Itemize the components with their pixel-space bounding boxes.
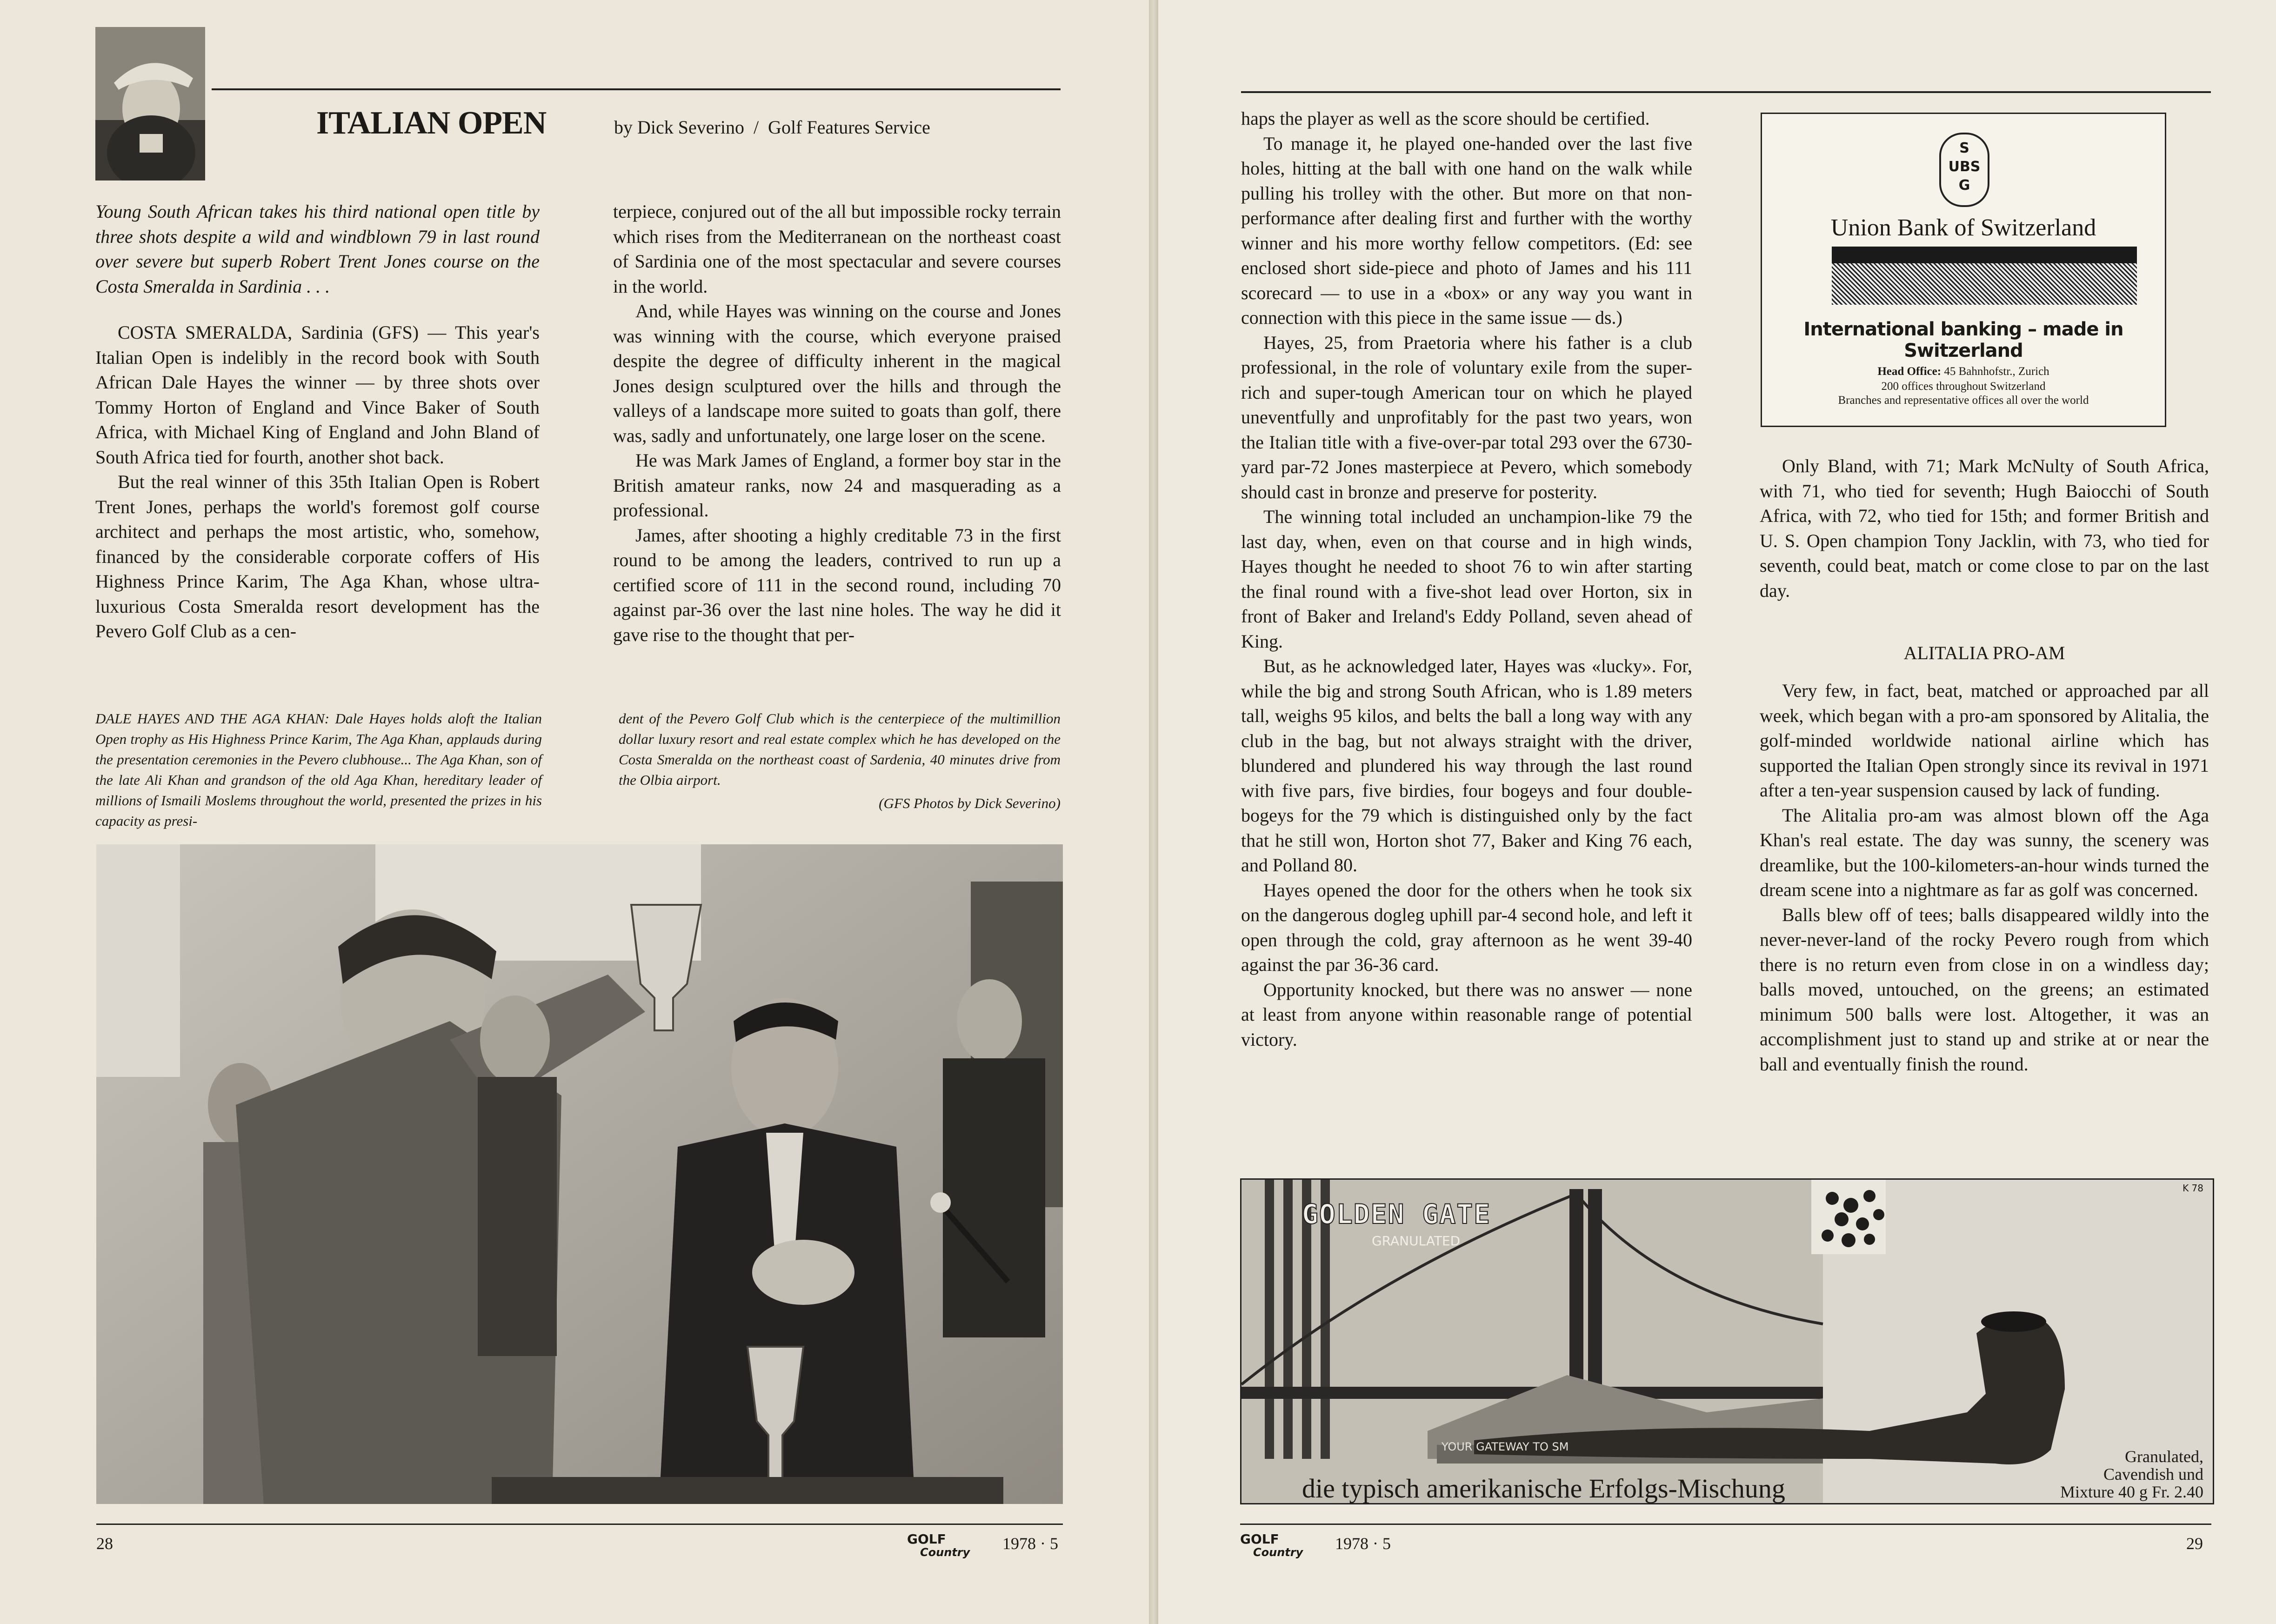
ad-sub: GRANULATED <box>1372 1233 1461 1249</box>
footer-rule <box>96 1524 1063 1525</box>
deck: Young South African takes his third national open title by three shots despite a wild and windblown 79 in last round over severe but superb Robert Trent Jones course on the Costa Smeralda in Sardinia . . . <box>95 201 540 297</box>
issue-date: 1978 · 5 <box>1335 1534 1391 1553</box>
head-office-label: Head Office: <box>1877 365 1942 378</box>
footer-rule <box>1240 1524 2211 1525</box>
magazine-logo <box>907 1533 970 1559</box>
photo-credit: (GFS Photos by Dick Severino) <box>879 795 1061 811</box>
ubs-logo <box>1939 133 1989 207</box>
logo-country: Country <box>920 1546 970 1559</box>
header-rule <box>212 88 1061 90</box>
branches-line: Branches and representative offices all over the world <box>1838 394 2089 407</box>
golden-gate-tobacco-ad <box>1240 1178 2214 1504</box>
head-office <box>1762 365 2165 378</box>
issue-date: 1978 · 5 <box>1002 1534 1058 1553</box>
paragraph: Hayes opened the door for the others when he took six on the dangerous dogleg uphill par-4 second hole, and left it open through the cold, gray afternoon as he went 39-40 against the par 36-36 card. <box>1241 879 1692 975</box>
left-column-1 <box>95 320 540 644</box>
subhead-alitalia: ALITALIA PRO-AM <box>1903 642 2065 663</box>
offices-line: 200 offices throughout Switzerland <box>1881 380 2046 393</box>
page-number: 29 <box>2186 1534 2203 1553</box>
magazine-logo <box>1240 1533 1303 1559</box>
right-column-2b <box>1760 678 2209 1076</box>
ad-product-info <box>2060 1448 2203 1501</box>
bank-slogan: International banking – made in Switzerland <box>1803 319 2123 361</box>
paragraph: He was Mark James of England, a former boy star in the British amateur ranks, now 24 and masquerading as a professional. <box>613 450 1061 521</box>
ad-band-text: YOUR GATEWAY TO SM <box>1442 1440 1569 1453</box>
paragraph: Hayes, 25, from Praetoria where his father is a club professional, in the role of voluntary exile from the super-rich and super-tough American tour on which he played uneventfully and unprofitably for the past two years, won the Italian title with a five-over-par total 293 over the 6730-yard par-72 Jones masterpiece at Pevero, which somebody should cast in bronze and preserve for posterity. <box>1241 332 1692 502</box>
bank-name: Union Bank of Switzerland <box>1830 214 2096 241</box>
right-page <box>1158 0 2276 1624</box>
paragraph: Balls blew off of tees; balls disappeared wildly into the never-never-land of the rocky Pevero rough from which there is no return even from close in on a windless day; balls moved, untouched, on the greens; an estimated minimum 500 balls were lost. Altogether, it was an accomplishment just to stand up and strike at or near the ball and eventually finish the round. <box>1760 904 2209 1075</box>
trophy-presentation-photo <box>96 844 1063 1504</box>
paragraph: To manage it, he played one-handed over the last five holes, hitting at the ball with one hand on the walk while pulling his trolley with the other. But more on that non-performance after dealing first and further with the worthy winner and his more worthy fellow competitors. (Ed: see enclosed short side-piece and photo of James and his 111 scorecard — to use in a «box» or any way you want in connection with this piece in the same issue — ds.) <box>1241 133 1692 328</box>
gutter <box>1149 0 1158 1624</box>
paragraph: James, after shooting a highly creditable 73 in the first round to be among the leaders, contrived to run up a certified score of 111 in the second round, including 70 against par-36 over the last nine holes. The way he did it gave rise to the thought that per- <box>613 524 1061 645</box>
head-office-address: 45 Bahnhofstr., Zurich <box>1944 365 2049 378</box>
byline: by Dick Severino / Golf Features Service <box>614 117 930 138</box>
logo-country: Country <box>1253 1546 1303 1559</box>
ad-line: Cavendish und <box>2103 1465 2203 1484</box>
logo-letter: S <box>1959 140 1969 156</box>
right-column-2 <box>1760 454 2209 603</box>
paragraph: Only Bland, with 71; Mark McNulty of South Africa, with 71, who tied for seventh; Hugh Baiocchi of South Africa, with 72, who tied for 15th; and former British and U. S. Open champion Tony Jacklin, with 73, who tied for seventh, could beat, match or come close to par on the last day. <box>1760 455 2209 601</box>
paragraph: But the real winner of this 35th Italian Open is Robert Trent Jones, perhaps the world's foremost golf course architect and perhaps the most artistic, who, somehow, financed by the considerable corporate coffers of His Highness Prince Karim, The Aga Khan, whose ultra-luxurious Costa Smeralda resort development has the Pevero Golf Club as a cen- <box>95 471 540 642</box>
logo-letters: UBS <box>1948 159 1981 175</box>
photo-caption-1: DALE HAYES AND THE AGA KHAN: Dale Hayes holds aloft the Italian Open trophy as His Highness Prince Karim, The Aga Khan, applauds during the presentation ceremonies in the Pevero clubhouse... The Aga Khan, son of the late Ali Khan and grandson of the old Aga Khan, hereditary leader of millions of Ismaili Moslems throughout the world, presented the prizes in his capacity as presi- <box>95 710 542 829</box>
ad-brand: GOLDEN GATE <box>1302 1198 1491 1230</box>
page-number: 28 <box>96 1534 113 1553</box>
ubs-advertisement <box>1761 113 2166 427</box>
logo-golf: GOLF <box>907 1531 946 1547</box>
paragraph: The Alitalia pro-am was almost blown off the Aga Khan's real estate. The day was sunny, the scenery was dreamlike, but the 100-kilometers-an-hour winds turned the dream scene into a nightmare as far as golf was concerned. <box>1760 804 2209 900</box>
photo-caption-2: dent of the Pevero Golf Club which is the centerpiece of the multimillion dollar luxury resort and real estate complex which he has developed on the Costa Smeralda on the northeast coast of Sardenia, 40 minutes drive from the Olbia airport. <box>619 710 1061 788</box>
paragraph: haps the player as well as the score should be certified. <box>1241 108 1650 129</box>
paragraph: Opportunity knocked, but there was no answer — none at least from anyone within reasonable range of potential victory. <box>1241 979 1692 1050</box>
paragraph: The winning total included an unchampion-like 79 the last day, when, even on that course and in high winds, Hayes thought he needed to shoot 76 to win after starting the final round with a five-shot lead over Horton, six in front of Baker and Ireland's Eddy Polland, seven ahead of King. <box>1241 506 1692 652</box>
article-title: ITALIAN OPEN <box>316 105 547 141</box>
logo-golf: GOLF <box>1240 1531 1279 1547</box>
paragraph: But, as he acknowledged later, Hayes was «lucky». For, while the big and strong South African, who is 1.89 meters tall, weighs 95 kilos, and belts the ball a long way with any club in the bag, but not always straight with the driver, blundered and plundered his way through the last round with five pars, five birdies, four bogeys and four double-bogeys for the 79 which is distinguished only by the fact that he still won, Horton shot 77, Baker and King 76 each, and Polland 80. <box>1241 655 1692 875</box>
author-portrait <box>95 27 205 180</box>
paragraph: And, while Hayes was winning on the course and Jones was winning with the course, which everyone praised despite the degree of difficulty inherent in the magical Jones design sculptured over the hills and through the valleys of a landscape more suited to goats than golf, there was, sadly and unfortunately, one large loser on the scene. <box>613 301 1061 446</box>
paragraph: Very few, in fact, beat, matched or approached par all week, which began with a pro-am sponsored by Alitalia, the golf-minded worldwide national airline which has supported the Italian Open strongly since its revival in 1971 after a ten-year suspension caused by lack of funding. <box>1760 680 2209 801</box>
ad-line: Granulated, <box>2125 1447 2203 1466</box>
hatched-band <box>1832 247 2137 305</box>
header-rule <box>1241 91 2211 93</box>
left-column-2 <box>613 199 1061 647</box>
paragraph: COSTA SMERALDA, Sardinia (GFS) — This year's Italian Open is indelibly in the record book with South African Dale Hayes the winner — by three shots over Tommy Horton of England and Vince Baker of South Africa, with Michael King of England and John Bland of South Africa tied for fourth, another shot back. <box>95 322 540 468</box>
ad-tagline: die typisch amerikanische Erfolgs-Mischung <box>1302 1473 1785 1504</box>
ad-code: K 78 <box>2183 1183 2203 1194</box>
logo-letter: G <box>1958 177 1970 194</box>
ad-line: Mixture 40 g Fr. 2.40 <box>2060 1483 2203 1501</box>
paragraph: terpiece, conjured out of the all but impossible rocky terrain which rises from the Mediterranean on the northeast coast of Sardinia one of the most spectacular and severe courses in the world. <box>613 201 1061 297</box>
right-column-1 <box>1241 106 1692 1052</box>
